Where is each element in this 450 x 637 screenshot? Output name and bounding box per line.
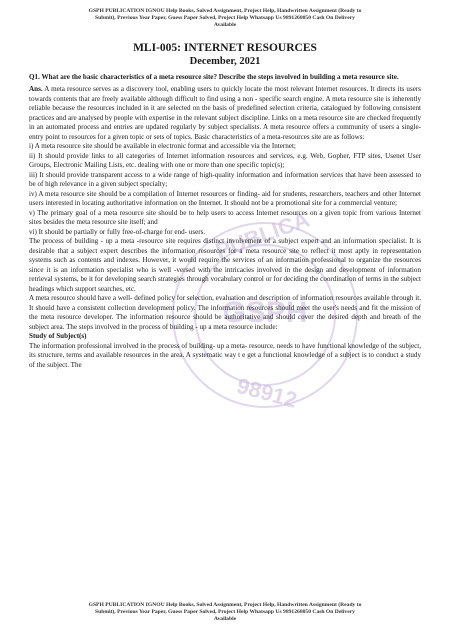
watermark-top-text: PUBLICA [212,206,313,264]
answer-label: Ans. [29,85,43,94]
policy-paragraph: A meta resource should have a well- defined policy for selection, evaluation and description of information resources available through it. It should have a consistent collection development policy. The information resources should meet the user's needs and fit the mission of the meta resource developer. The information resource should be authoritative and should cover the desired depth and breath of the subject area. The steps involved in the process of building - up a meta resource include: [29,294,421,331]
characteristic-item-1: i) A meta resource site should be available in electronic format and accessible via the Internet; [29,142,296,151]
document-title: MLI-005: INTERNET RESOURCES [133,42,317,54]
characteristic-item-6: vi) It should be partially or fully free-of-charge for end- users. [29,227,206,236]
header-line-2: Submit), Previous Year Paper, Guess Paper Solved, Project Help Whatsapp Us 9891268050 Cash On Delivery [95,15,355,22]
characteristic-item-5: v) The primary goal of a meta resource site should be to help users to access Internet resources on a given topic from various Internet sites besides the meta resource site itself; and [29,208,421,227]
answer-intro-text: A meta resource serves as a discovery tool, enabling users to quickly locate the most relevant Internet resources. It directs its users towards contents that are freely available although difficult to find using a non - specific search engine. A meta resource site is inherently reliable because the resources included in it are selected on the basis of predefined selection criteria, catalogued by following consistent practices and are analysed by people with expertise in the relevant subject discipline. Links on a meta resource site are checked frequently in an automated process and entries are updated regularly by subject specialists. A meta resource offers a community of users a single-entry point to resources for a given topic or sets of topics. Basic characteristics of a meta-resources site are as follows: [29,85,421,141]
process-paragraph: The process of building - up a meta -resource site requires distinct involvement of a subject expert and an information specialist. It is desirable that a subject expert describes the information resources for a meta resource site to reflect it most aptly in representation systems such as contents and indexes. However, it would require the services of an information professional to organize the resources since it is an information specialist who is well -versed with the intricacies involved in the design and development of information retrieval systems, be it for developing search strategies through vocabulary control or for deciding the coordination of terms in the subject headings which support searches, etc. [29,237,421,293]
document-body [29,42,421,602]
study-paragraph: The information professional involved in the process of building- up a meta- resource, needs to have functional knowledge of the subject, its structure, terms and available resources in the area. A systematic way t e get a functional knowledge of a subject is to conduct a study of the subject. The [29,341,421,369]
footer-line-3: Available [213,616,237,623]
subheading-study-of-subjects: Study of Subject(s) [29,332,87,341]
characteristic-item-4: iv) A meta resource site should be a compilation of Internet resources or finding- aid for students, researchers, teachers and other Internet users interested in locating authoritative information on the Internet. It should not be a promotional site for a commercial venture; [29,189,421,208]
header-line-1: GSPH PUBLICATION IGNOU Help Books, Solved Assignment, Project Help, Handwritten Assignment (Ready to [88,8,362,14]
watermark-middle-text: GSPH [222,296,308,329]
page-header [34,8,416,30]
page-footer [34,602,416,624]
watermark-bottom-text: 98912 [234,372,300,413]
header-line-3: Available [213,22,237,29]
answer-intro-paragraph [29,85,421,142]
footer-line-2: Submit), Previous Year Paper, Guess Paper Solved, Project Help Whatsapp Us 9891268050 Cash On Delivery [95,609,355,616]
footer-line-1: GSPH PUBLICATION IGNOU Help Books, Solved Assignment, Project Help, Handwritten Assignment (Ready to [88,602,362,608]
characteristic-item-3: iii) It should provide transparent access to a wide range of high-quality information and information services that have been assessed to be of high relevance in a given subject specialty; [29,170,421,189]
document-date: December, 2021 [189,56,261,67]
question-1: Q1. What are the basic characteristics of a meta resource site? Describe the steps involved in building a meta resource site. [29,73,399,81]
characteristic-item-2: ii) It should provide links to all categories of Internet information resources and services, e.g. Web, Gopher, FTP sites, Usenet User Groups, Electronic Mailing Lists, etc. dealing with one or more than one specific topic(s); [29,151,421,170]
